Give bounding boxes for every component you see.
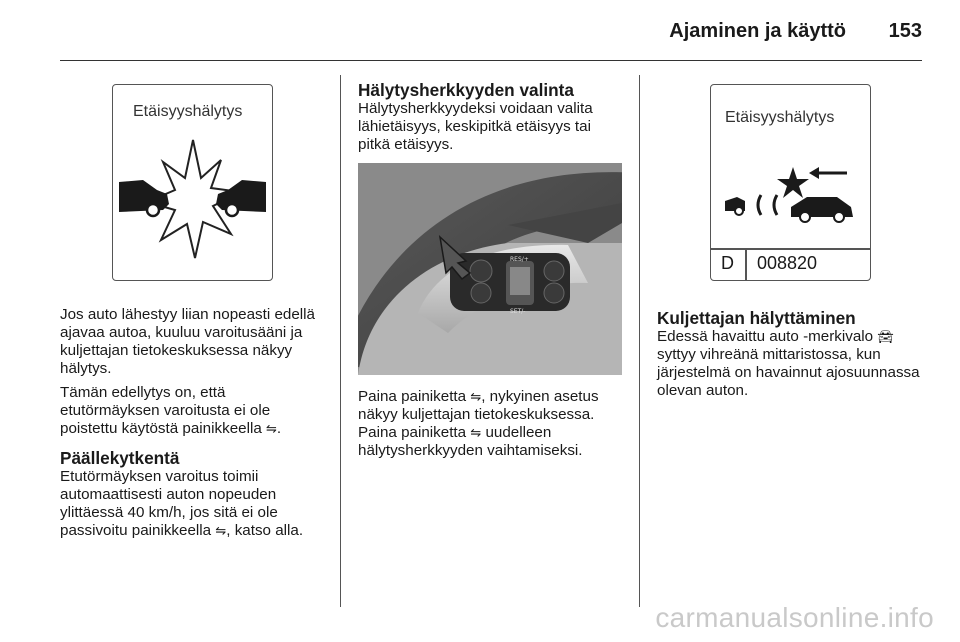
paragraph-text: uudelleen hälytysherkkyyden vaihtamiseksi.: [358, 424, 583, 459]
button-label-set: SET/-: [510, 308, 526, 315]
panel-divider: [711, 248, 870, 250]
distance-button-icon: ⇋: [266, 421, 277, 436]
figure-distance-display: [710, 84, 872, 282]
paragraph-text: Tämän edellytys on, että etutörmäyksen varoitusta ei ole poistettu käytöstä painikkeella: [60, 384, 271, 437]
odometer: 008820: [757, 253, 818, 273]
display-panel: [710, 84, 871, 281]
paragraph-text: .: [276, 420, 282, 437]
distance-button-icon: ⇋: [215, 523, 227, 538]
vehicle-ahead-warning-icon: [711, 157, 870, 237]
watermark: carmanualsonline.info: [655, 602, 934, 633]
paragraph: [60, 384, 328, 438]
paragraph-text: syttyy vihreänä mittaristossa, kun järjestelmä on havainnut ajosuunnassa olevan auton.: [657, 346, 920, 399]
button-label-res: RES/+: [510, 256, 529, 263]
column-divider-2: [639, 75, 640, 607]
paragraph-text: Paina painiketta: [358, 388, 467, 405]
paragraph-text: Etutörmäyksen varoitus toimii automaattisesti auton nopeuden ylittäessä 40 km/h, jos sitä ei ole passivoitu painikkeella: [60, 468, 278, 539]
paragraph: [358, 388, 624, 460]
column-divider-1: [340, 75, 341, 607]
paragraph-text: , katso alla.: [226, 522, 304, 539]
panel-title: Etäisyyshälytys: [725, 109, 835, 126]
gear-indicator: D: [721, 253, 734, 273]
display-panel: [112, 84, 273, 281]
panel-divider-vertical: [745, 248, 747, 280]
header-rule: [60, 60, 922, 61]
paragraph: Hälytysherkkyydeksi voidaan valita lähietäisyys, keskipitkä etäisyys tai pitkä etäisyys.: [358, 100, 593, 153]
section-heading: Kuljettajan hälyttäminen: [657, 308, 856, 328]
section-heading: Hälytysherkkyyden valinta: [358, 80, 574, 100]
page-number: 153: [888, 20, 922, 42]
figure-steering-wheel: [358, 163, 622, 375]
section-heading: Päällekytkentä: [60, 448, 180, 468]
paragraph: [657, 328, 927, 400]
header-title: Ajaminen ja käyttö: [669, 20, 846, 42]
vehicle-ahead-icon: 🚘︎: [877, 329, 894, 344]
column-3: [657, 308, 927, 406]
figure-collision-warning: [112, 84, 274, 282]
column-2-top: [358, 80, 624, 160]
paragraph: Jos auto lähestyy liian nopeasti edellä ajavaa autoa, kuuluu varoitusääni ja kuljettajan tietokeskuksessa näkyy hälytys.: [60, 306, 315, 377]
distance-button-icon: ⇋: [470, 389, 482, 404]
panel-title: Etäisyyshälytys: [133, 103, 243, 120]
steering-wheel-illustration: [358, 163, 622, 375]
paragraph-text: Edessä havaittu auto -merkivalo: [657, 328, 874, 345]
collision-icon: [113, 130, 272, 280]
paragraph: [60, 468, 328, 540]
paragraph-text: , nykyinen asetus näkyy kuljettajan tietokeskuksessa. Paina painiketta: [358, 388, 599, 441]
column-2-bottom: [358, 388, 624, 466]
column-1: [60, 306, 328, 546]
distance-button-icon: ⇋: [470, 425, 482, 440]
